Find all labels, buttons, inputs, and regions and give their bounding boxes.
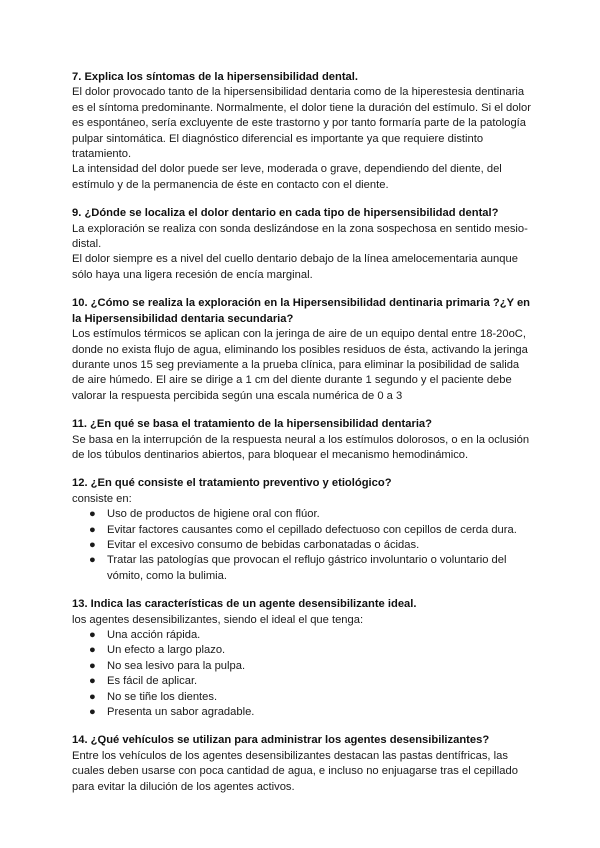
section-q12 <box>72 476 534 584</box>
section-q13 <box>72 597 534 720</box>
list-item-text: No sea lesivo para la pulpa. <box>107 659 246 672</box>
list-item <box>89 523 534 538</box>
answer-paragraph: consiste en: <box>72 492 132 505</box>
list-item <box>89 507 534 522</box>
bullet-icon: ● <box>89 690 96 703</box>
bullet-icon: ● <box>89 675 96 688</box>
list-item-text: Una acción rápida. <box>107 629 201 641</box>
question-heading: 11. ¿En qué se basa el tratamiento de la hipersensibilidad dentaria? <box>72 418 432 431</box>
answer-paragraph: Se basa en la interrupción de la respuesta neural a los estímulos dolorosos, o en la oclusión de los túbulos dentinarios abiertos, para bloquear el mecanismo hemodinámico. <box>72 433 530 461</box>
list-item-text: No se tiñe los dientes. <box>107 690 218 703</box>
list-item-text: Es fácil de aplicar. <box>107 675 198 688</box>
list-item <box>89 553 534 584</box>
bullet-icon: ● <box>89 629 96 641</box>
list-item <box>89 538 534 553</box>
list-item <box>89 628 534 643</box>
bullet-icon: ● <box>89 706 96 719</box>
answer-paragraph: Entre los vehículos de los agentes desensibilizantes destacan las pastas dentífricas, las cuales deben usarse con poca cantidad de agua, e incluso no enjuagarse tras el cepillado para evitar la dilución de los agentes activos. <box>72 749 518 793</box>
list-item <box>89 643 534 658</box>
section-q11 <box>72 417 534 463</box>
question-heading: 7. Explica los síntomas de la hipersensibilidad dental. <box>72 71 358 83</box>
list-item-text: Presenta un sabor agradable. <box>107 706 255 719</box>
answer-paragraph: Los estímulos térmicos se aplican con la jeringa de aire de un equipo dental entre 18-20oC, donde no exista flujo de agua, eliminando los posibles residuos de ésta, activando la jeringa durante unos 15 seg previamente a la prueba clínica, para eliminar la posibilidad de salida de aire húmedo. El aire se dirige a 1 cm del diente durante 1 segundo y el paciente debe valorar la respuesta percibida según una escala numérica de 0 a 3 <box>72 328 528 402</box>
bullet-list <box>72 507 534 584</box>
list-item <box>89 659 534 674</box>
bullet-icon: ● <box>89 644 96 657</box>
answer-paragraph: La intensidad del dolor puede ser leve, moderada o grave, dependiendo del diente, del estímulo y de la permanencia de éste en contacto con el diente. <box>72 163 502 191</box>
list-item <box>89 674 534 689</box>
bullet-icon: ● <box>89 523 96 536</box>
document-page <box>72 70 534 808</box>
bullet-icon: ● <box>89 554 96 567</box>
section-q14 <box>72 733 534 795</box>
list-item-text: Evitar factores causantes como el cepillado defectuoso con cepillos de cerda dura. <box>107 523 517 536</box>
bullet-icon: ● <box>89 508 96 521</box>
question-heading: 9. ¿Dónde se localiza el dolor dentario en cada tipo de hipersensibilidad dental? <box>72 207 499 220</box>
answer-paragraph: La exploración se realiza con sonda deslizándose en la zona sospechosa en sentido mesio-distal. <box>72 222 528 251</box>
section-q9 <box>72 206 534 283</box>
list-item-text: Uso de productos de higiene oral con flúor. <box>107 508 320 521</box>
answer-paragraph: los agentes desensibilizantes, siendo el ideal el que tenga: <box>72 613 364 626</box>
question-heading: 10. ¿Cómo se realiza la exploración en la Hipersensibilidad dentinaria primaria ?¿Y en la Hipersensibilidad dentaria secundaria? <box>72 297 531 325</box>
bullet-list <box>72 628 534 720</box>
answer-paragraph: El dolor siempre es a nivel del cuello dentario debajo de la línea amelocementaria aunque sólo haya una ligera recesión de encía marginal. <box>72 253 518 281</box>
section-q7 <box>72 70 534 193</box>
bullet-icon: ● <box>89 659 96 672</box>
list-item-text: Evitar el excesivo consumo de bebidas carbonatadas o ácidas. <box>107 538 420 551</box>
bullet-icon: ● <box>89 538 96 551</box>
answer-paragraph: El dolor provocado tanto de la hipersensibilidad dentaria como de la hiperestesia dentinaria es el síntoma predominante. Normalmente, el dolor tiene la duración del estímulo. Si el dolor es espontáneo, sería excluyente de este trastorno y por tanto formaría parte de la patología pulpar sintomática. El diagnóstico diferencial es importante ya que requiere distinto tratamiento. <box>72 86 531 161</box>
question-heading: 14. ¿Qué vehículos se utilizan para administrar los agentes desensibilizantes? <box>72 734 490 747</box>
list-item-text: Un efecto a largo plazo. <box>107 644 226 657</box>
list-item <box>89 690 534 705</box>
question-heading: 13. Indica las características de un agente desensibilizante ideal. <box>72 598 417 611</box>
list-item <box>89 705 534 720</box>
list-item-text: Tratar las patologías que provocan el reflujo gástrico involuntario o voluntario del vómito, como la bulimia. <box>107 554 507 582</box>
section-q10 <box>72 296 534 404</box>
question-heading: 12. ¿En qué consiste el tratamiento preventivo y etiológico? <box>72 477 392 490</box>
